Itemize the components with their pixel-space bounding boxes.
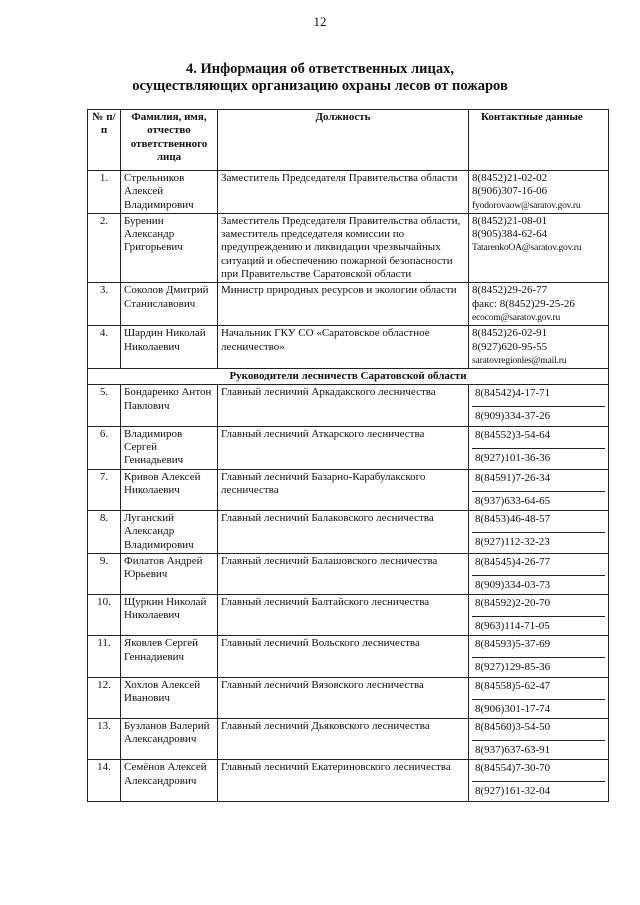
contact-phone-mobile: 8(927)161-32-04 xyxy=(475,785,551,798)
section-header-row xyxy=(88,369,609,385)
table-row xyxy=(88,213,609,282)
row-number: 10. xyxy=(88,595,121,636)
table-row xyxy=(88,326,609,369)
contact-phone-mobile: 8(906)301-17-74 xyxy=(475,702,551,715)
contact-phone: 8(906)307-16-06 xyxy=(472,185,548,198)
contact-phone-landline: 8(84545)4-26-77 xyxy=(472,555,605,576)
person-position: Главный лесничий Екатериновского лесничества xyxy=(218,760,469,801)
row-number: 12. xyxy=(88,677,121,718)
responsible-persons-table xyxy=(87,109,609,802)
row-number: 7. xyxy=(88,469,121,510)
row-number: 2. xyxy=(88,213,121,282)
table-row xyxy=(88,510,609,553)
contact-phone-landline: 8(84558)5-62-47 xyxy=(472,679,605,700)
row-number: 13. xyxy=(88,719,121,760)
contact-phone: 8(8452)26-02-91 xyxy=(472,327,548,340)
table-row xyxy=(88,171,609,214)
row-number: 9. xyxy=(88,553,121,594)
contact-phone-landline: 8(8453)46-48-57 xyxy=(472,512,605,533)
table-row xyxy=(88,553,609,594)
contact-details xyxy=(469,213,609,282)
person-name: Соколов Дмитрий Станиславович xyxy=(121,283,218,326)
person-position: Главный лесничий Аркадакского лесничества xyxy=(218,385,469,426)
person-name: Бондаренко Антон Павлович xyxy=(121,385,218,426)
contact-details xyxy=(469,636,609,677)
title-line-1: 4. Информация об ответственных лицах, xyxy=(185,61,455,77)
person-position: Министр природных ресурсов и экологии области xyxy=(218,283,469,326)
person-name: Щуркин Николай Николаевич xyxy=(121,595,218,636)
contact-details xyxy=(469,326,609,369)
contact-email: TatarenkoOA@saratov.gov.ru xyxy=(472,242,582,254)
contact-details xyxy=(469,283,609,326)
person-name: Луганский Александр Владимирович xyxy=(121,510,218,553)
contact-details xyxy=(469,760,609,801)
person-position: Главный лесничий Аткарского лесничества xyxy=(218,426,469,469)
header-position: Должность xyxy=(218,110,469,171)
table-row xyxy=(88,283,609,326)
person-name: Семёнов Алексей Александрович xyxy=(121,760,218,801)
page-number: 12 xyxy=(313,14,327,29)
contact-details xyxy=(469,595,609,636)
person-position: Главный лесничий Балашовского лесничества xyxy=(218,553,469,594)
contact-phone-mobile: 8(937)637-63-91 xyxy=(475,744,551,757)
contact-details xyxy=(469,385,609,426)
contact-phone: 8(905)384-62-64 xyxy=(472,228,548,241)
person-position: Главный лесничий Базарно-Карабулакского лесничества xyxy=(218,469,469,510)
table-header-row xyxy=(88,110,609,171)
row-number: 5. xyxy=(88,385,121,426)
person-name: Яковлев Сергей Геннадиевич xyxy=(121,636,218,677)
table-row xyxy=(88,595,609,636)
contact-phone-landline: 8(84554)7-30-70 xyxy=(472,761,605,782)
person-position: Главный лесничий Дьяковского лесничества xyxy=(218,719,469,760)
person-name: Бузланов Валерий Александрович xyxy=(121,719,218,760)
contact-phone: 8(8452)21-02-02 xyxy=(472,172,548,184)
table-row xyxy=(88,760,609,801)
person-name: Стрельников Алексей Владимирович xyxy=(121,171,218,214)
person-name: Шардин Николай Николаевич xyxy=(121,326,218,369)
foresters-body xyxy=(88,385,609,801)
contact-email: fyodorovaow@saratov.gov.ru xyxy=(472,199,581,211)
person-position: Главный лесничий Вязовского лесничества xyxy=(218,677,469,718)
contact-details xyxy=(469,171,609,214)
contact-phone-landline: 8(84593)5-37-69 xyxy=(472,637,605,658)
contact-phone-mobile: 8(909)334-37-26 xyxy=(475,410,551,423)
contact-phone-landline: 8(84552)3-54-64 xyxy=(472,428,605,449)
contact-phone-mobile: 8(963)114-71-05 xyxy=(475,620,550,633)
contact-details xyxy=(469,469,609,510)
contact-email: ecocom@saratov.gov.ru xyxy=(472,311,561,323)
contact-phone-mobile: 8(909)334-03-73 xyxy=(475,578,551,591)
contact-phone: факс: 8(8452)29-25-26 xyxy=(472,297,575,310)
table-row xyxy=(88,469,609,510)
table-row xyxy=(88,426,609,469)
title-line-2: осуществляющих организацию охраны лесов от пожаров xyxy=(132,78,508,94)
table-row xyxy=(88,677,609,718)
table-row xyxy=(88,719,609,760)
contact-details xyxy=(469,426,609,469)
table-row xyxy=(88,385,609,426)
person-position: Начальник ГКУ СО «Саратовское областное лесничество» xyxy=(218,326,469,369)
person-position: Заместитель Председателя Правительства области, заместитель председателя комиссии по предупреждению и ликвидации чрезвычайных ситуаций и обеспечению пожарной безопасности при Правительстве Саратовской области xyxy=(218,213,469,282)
table-row xyxy=(88,636,609,677)
row-number: 8. xyxy=(88,510,121,553)
person-position: Главный лесничий Балаковского лесничества xyxy=(218,510,469,553)
row-number: 1. xyxy=(88,171,121,214)
document-title xyxy=(0,61,640,95)
contact-phone: 8(927)620-95-55 xyxy=(472,340,548,353)
person-name: Филатов Андрей Юрьевич xyxy=(121,553,218,594)
contact-phone-landline: 8(84542)4-17-71 xyxy=(472,386,605,407)
contact-phone-mobile: 8(937)633-64-65 xyxy=(475,494,551,507)
person-name: Кривов Алексей Николаевич xyxy=(121,469,218,510)
contact-details xyxy=(469,510,609,553)
contact-phone-landline: 8(84591)7-26-34 xyxy=(472,471,605,492)
person-name: Хохлов Алексей Иванович xyxy=(121,677,218,718)
row-number: 11. xyxy=(88,636,121,677)
contact-details xyxy=(469,553,609,594)
row-number: 14. xyxy=(88,760,121,801)
contact-phone-landline: 8(84560)3-54-50 xyxy=(472,720,605,741)
contact-phone-mobile: 8(927)101-36-36 xyxy=(475,451,551,464)
row-number: 3. xyxy=(88,283,121,326)
header-contacts: Контактные данные xyxy=(469,110,609,171)
row-number: 4. xyxy=(88,326,121,369)
contact-phone: 8(8452)29-26-77 xyxy=(472,284,548,297)
header-num: № п/п xyxy=(88,110,121,171)
header-name: Фамилия, имя, отчество ответственного лица xyxy=(121,110,218,171)
contact-email: saratovregionles@mail.ru xyxy=(472,354,567,366)
contact-details xyxy=(469,677,609,718)
person-name: Владимиров Сергей Геннадьевич xyxy=(121,426,218,469)
contact-phone-mobile: 8(927)129-85-36 xyxy=(475,661,551,674)
row-number: 6. xyxy=(88,426,121,469)
contact-phone-landline: 8(84592)2-20-70 xyxy=(472,596,605,617)
officials-body xyxy=(88,171,609,369)
person-position: Заместитель Председателя Правительства области xyxy=(218,171,469,214)
section-title: Руководители лесничеств Саратовской области xyxy=(88,369,609,385)
person-name: Буренин Александр Григорьевич xyxy=(121,213,218,282)
person-position: Главный лесничий Вольского лесничества xyxy=(218,636,469,677)
contact-phone: 8(8452)21-08-01 xyxy=(472,214,548,227)
contact-details xyxy=(469,719,609,760)
contact-phone-mobile: 8(927)112-32-23 xyxy=(475,535,550,548)
person-position: Главный лесничий Балтайского лесничества xyxy=(218,595,469,636)
